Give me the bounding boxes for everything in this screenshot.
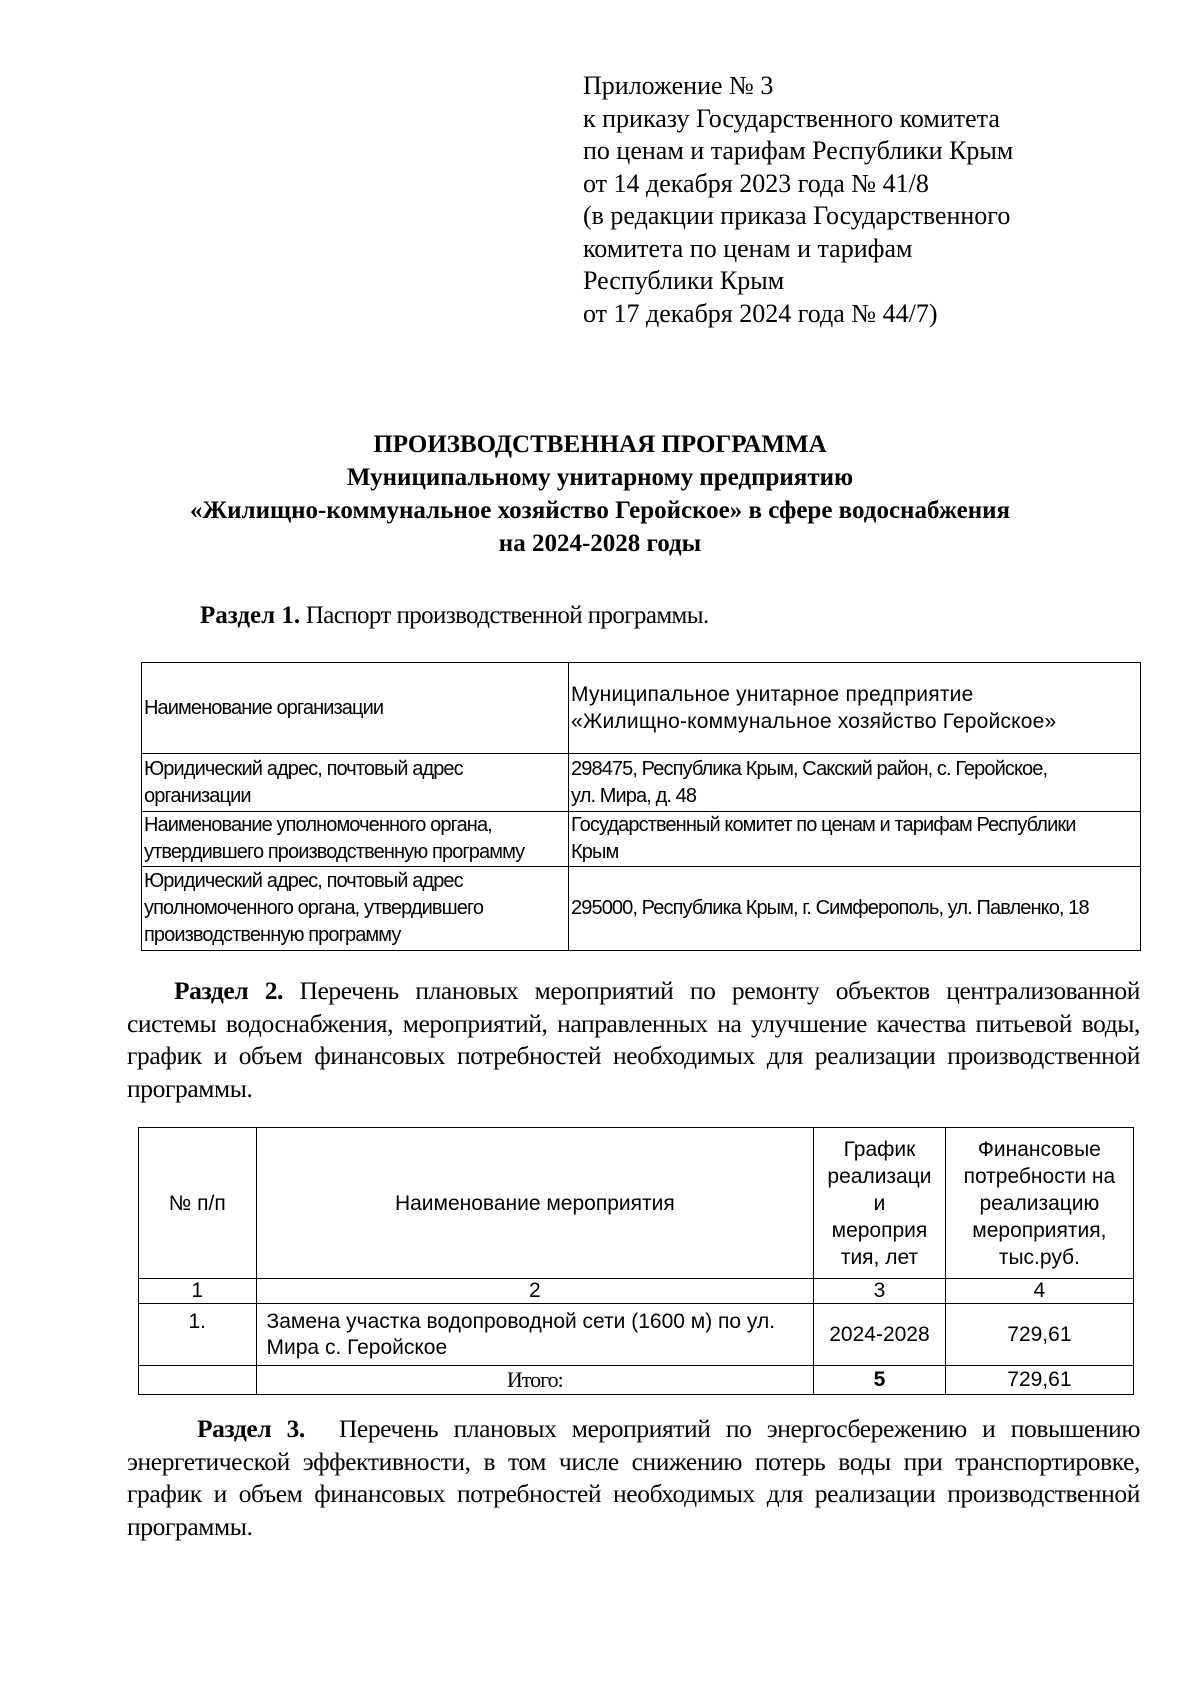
passport-label-line: производственную программу (144, 924, 401, 946)
total-row (139, 1366, 1134, 1395)
appendix-line: (в редакции приказа Государственного (583, 201, 1011, 230)
section-2-label: Раздел 2. (174, 976, 284, 1005)
passport-value-line: Муниципальное унитарное предприятие (571, 683, 974, 706)
passport-value-line: 298475, Республика Крым, Сакский район, с. Геройское, (571, 757, 1048, 780)
passport-value (569, 754, 1141, 812)
section-2-paragraph (127, 975, 1140, 1105)
table-row (142, 663, 1141, 754)
document-title (130, 428, 1070, 560)
header-schedule-line: График (843, 1138, 916, 1161)
section-3-text: Перечень плановых мероприятий по энергосбережению и повышению энергетической эффективности, в том числе снижению потерь воды при транспортировке, график и объем финансовых потребностей необходимых для реализации производственной программы. (127, 1414, 1140, 1541)
passport-value-line: ул. Мира, д. 48 (571, 784, 697, 807)
passport-label (142, 867, 569, 951)
title-line: ПРОИЗВОДСТВЕННАЯ ПРОГРАММА (373, 431, 827, 458)
header-schedule-line: тия, лет (840, 1246, 919, 1269)
table-header-row (139, 1128, 1134, 1279)
title-line: «Жилищно-коммунальное хозяйство Геройское» в сфере водоснабжения (189, 497, 1011, 524)
column-number: 1 (139, 1279, 257, 1304)
header-finance-line: тыс.руб. (998, 1246, 1080, 1269)
row-num: 1. (139, 1304, 257, 1366)
table-row (142, 754, 1141, 812)
header-schedule-line: реализаци (827, 1165, 932, 1188)
row-name: Замена участка водопроводной сети (1600 м) по ул. Мира с. Геройское (256, 1304, 814, 1366)
header-finance-line: мероприятия, (972, 1219, 1107, 1242)
column-number-row (139, 1279, 1134, 1304)
header-schedule (814, 1128, 946, 1279)
passport-value (569, 812, 1141, 867)
header-num: № п/п (139, 1128, 257, 1279)
section-1-text: Паспорт производственной программы. (300, 602, 709, 629)
appendix-line: Приложение № 3 (583, 71, 774, 100)
appendix-line: по ценам и тарифам Республики Крым (583, 136, 1014, 165)
header-schedule-line: мероприя (831, 1219, 928, 1242)
passport-label-line: Юридический адрес, почтовый адрес (144, 870, 463, 892)
passport-label (142, 812, 569, 867)
row-schedule: 2024-2028 (814, 1304, 946, 1366)
measures-table (138, 1127, 1134, 1395)
row-finance: 729,61 (945, 1304, 1133, 1366)
total-schedule: 5 (814, 1366, 946, 1395)
passport-label: Наименование организации (142, 663, 569, 754)
passport-label-line: организации (144, 784, 251, 807)
section-3-label: Раздел 3. (197, 1414, 305, 1443)
header-finance (945, 1128, 1133, 1279)
appendix-line: Республики Крым (583, 266, 785, 295)
passport-label (142, 754, 569, 812)
passport-label-line: уполномоченного органа, утвердившего (144, 897, 484, 919)
header-finance-line: потребности на (963, 1165, 1116, 1188)
passport-label-line: утвердившего производственную программу (144, 841, 525, 863)
section-1-label: Раздел 1. (200, 602, 301, 629)
table-row (139, 1304, 1134, 1366)
column-number: 3 (814, 1279, 946, 1304)
header-schedule-line: и (873, 1192, 886, 1215)
section-2-text: Перечень плановых мероприятий по ремонту объектов централизованной системы водоснабжения, мероприятий, направленных на улучшение качества питьевой воды, график и объем финансовых потребностей необходимых для реализации производственной программы. (127, 976, 1140, 1103)
table-row (142, 812, 1141, 867)
table-row (142, 867, 1141, 951)
appendix-line: от 17 декабря 2024 года № 44/7) (583, 298, 938, 328)
appendix-line: от 14 декабря 2023 года № 41/8 (583, 168, 929, 198)
appendix-line: к приказу Государственного комитета (583, 103, 1000, 133)
header-finance-line: реализацию (979, 1192, 1100, 1215)
header-name: Наименование мероприятия (256, 1128, 814, 1279)
total-finance: 729,61 (945, 1366, 1133, 1395)
passport-value-line: «Жилищно-коммунальное хозяйство Геройское» (571, 710, 1057, 733)
passport-value-line: Государственный комитет по ценам и тарифам Республики (571, 814, 1076, 836)
section-1-heading (200, 600, 709, 632)
passport-label-line: Наименование уполномоченного органа, (144, 814, 492, 836)
passport-table (141, 662, 1141, 951)
header-finance-line: Финансовые (977, 1138, 1101, 1161)
section-3-paragraph (127, 1413, 1140, 1543)
passport-label-line: Юридический адрес, почтовый адрес (144, 757, 463, 780)
passport-value: 295000, Республика Крым, г. Симферополь, ул. Павленко, 18 (569, 867, 1141, 951)
title-line: Муниципальному унитарному предприятию (346, 464, 854, 491)
total-label: Итого: (256, 1366, 814, 1395)
title-line: на 2024-2028 годы (498, 530, 702, 557)
column-number: 4 (945, 1279, 1133, 1304)
appendix-header (583, 70, 1103, 330)
appendix-line: комитета по ценам и тарифам (583, 233, 913, 263)
column-number: 2 (256, 1279, 814, 1304)
passport-value-line: Крым (571, 841, 619, 863)
total-empty (139, 1366, 257, 1395)
passport-value (569, 663, 1141, 754)
